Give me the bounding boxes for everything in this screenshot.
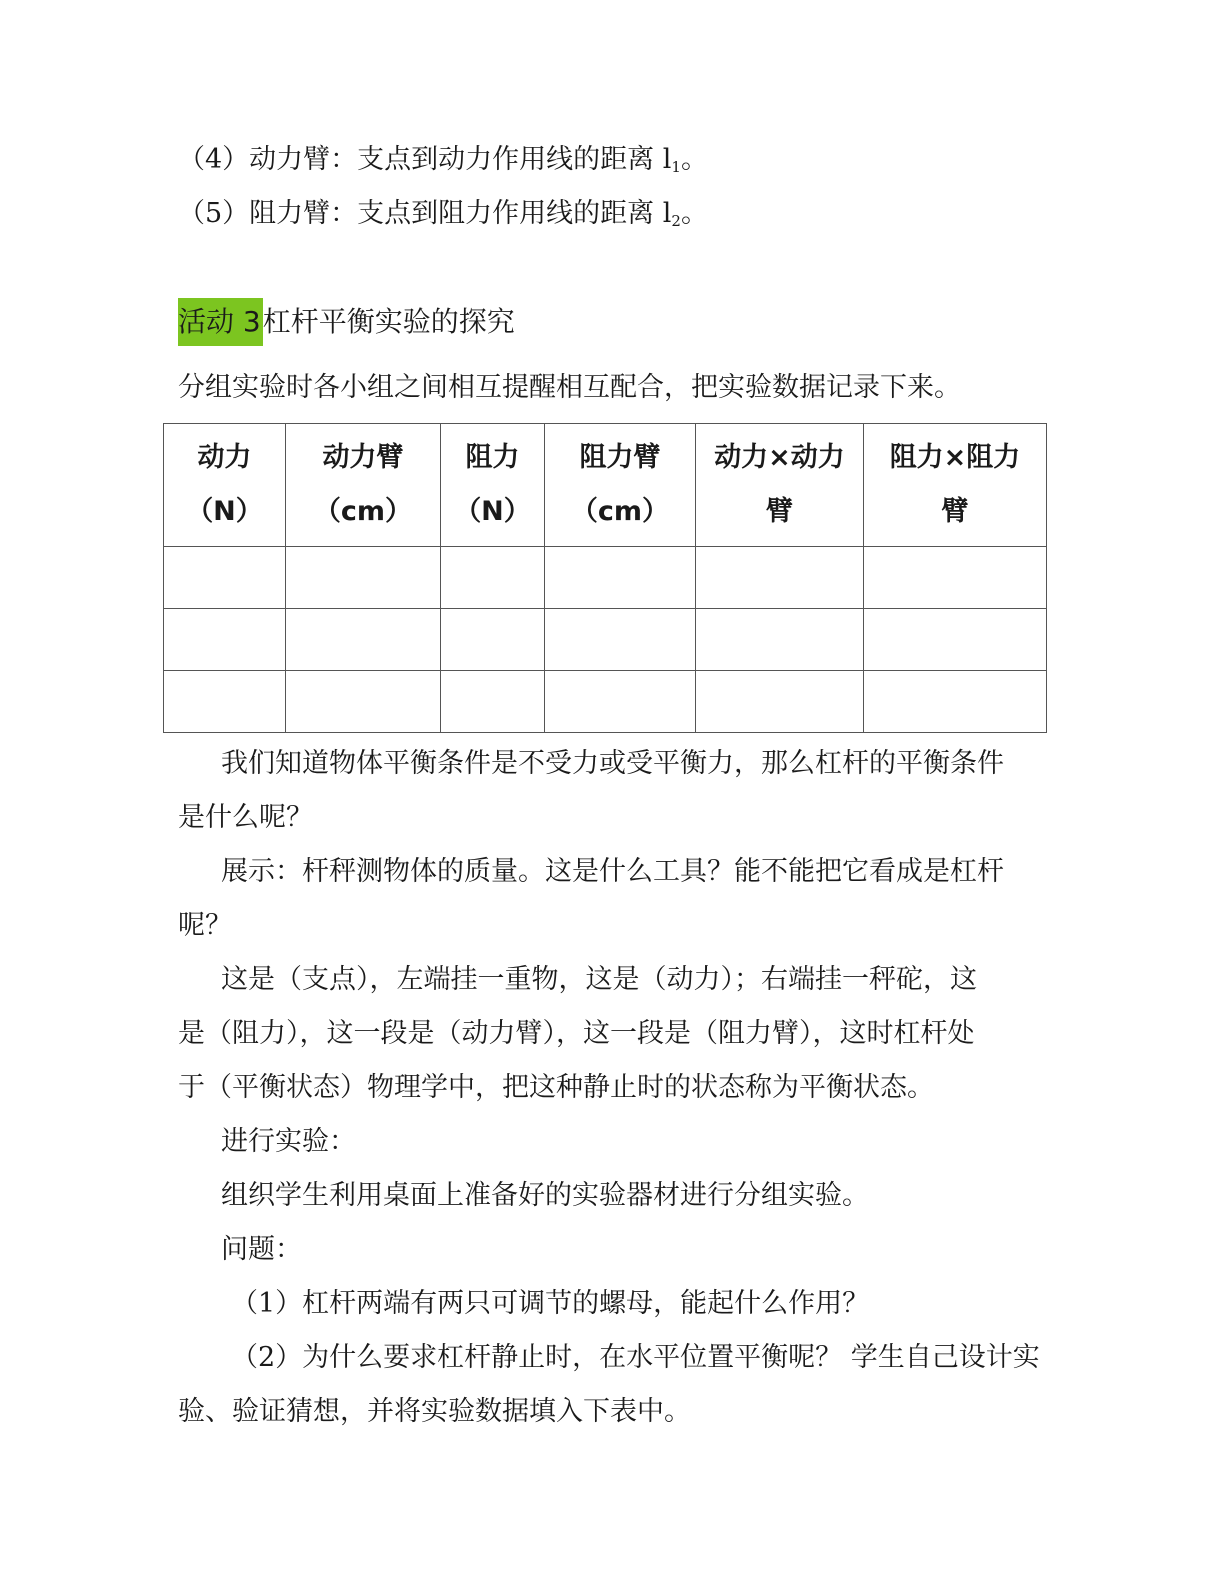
paragraph-line: 验、验证猜想，并将实验数据填入下表中。 <box>178 1396 691 1427</box>
definition-resistance-arm <box>178 196 708 239</box>
table-cell[interactable] <box>164 671 286 733</box>
paragraph-line: 进行实验： <box>221 1126 356 1157</box>
table-row <box>164 671 1047 733</box>
table-cell[interactable] <box>545 547 696 609</box>
paragraph-line: 这是（支点），左端挂一重物，这是（动力）；右端挂一秤砣，这 <box>221 964 977 995</box>
header-cell-resistance-product: 阻力×阻力 臂 <box>864 424 1047 547</box>
definition-text: （4）动力臂：支点到动力作用线的距离 l <box>178 144 672 175</box>
paragraph-line: 组织学生利用桌面上准备好的实验器材进行分组实验。 <box>221 1180 869 1211</box>
header-cell-force: 动力 （N） <box>164 424 286 547</box>
activity-tag: 活动 3 <box>178 298 263 346</box>
header-cell-force-product: 动力×动力 臂 <box>696 424 864 547</box>
table-cell[interactable] <box>864 671 1047 733</box>
activity-heading <box>178 298 515 346</box>
table-header-row <box>164 424 1047 547</box>
table-cell[interactable] <box>164 609 286 671</box>
paragraph-line: 我们知道物体平衡条件是不受力或受平衡力，那么杠杆的平衡条件 <box>221 748 1004 779</box>
intro-text: 分组实验时各小组之间相互提醒相互配合，把实验数据记录下来。 <box>178 372 961 403</box>
table-cell[interactable] <box>864 609 1047 671</box>
paragraph-line: 问题： <box>221 1234 302 1265</box>
definition-suffix: 。 <box>680 144 708 175</box>
table-cell[interactable] <box>864 547 1047 609</box>
header-cell-force-arm: 动力臂 （cm） <box>286 424 441 547</box>
paragraph-line: （1）杠杆两端有两只可调节的螺母，能起什么作用？ <box>231 1288 870 1319</box>
table-cell[interactable] <box>286 547 441 609</box>
table-cell[interactable] <box>286 671 441 733</box>
paragraph-line: 呢？ <box>178 910 232 941</box>
paragraph-line: 是什么呢？ <box>178 802 313 833</box>
table-cell[interactable] <box>545 671 696 733</box>
table-cell[interactable] <box>696 609 864 671</box>
paragraph-line: 于（平衡状态）物理学中，把这种静止时的状态称为平衡状态。 <box>178 1072 934 1103</box>
table-cell[interactable] <box>696 671 864 733</box>
subscript: 2 <box>671 212 681 230</box>
table-row <box>164 609 1047 671</box>
subscript: 1 <box>671 158 681 176</box>
definition-text: （5）阻力臂：支点到阻力作用线的距离 l <box>178 198 672 229</box>
table-cell[interactable] <box>164 547 286 609</box>
table-body <box>164 547 1047 733</box>
table-cell[interactable] <box>696 547 864 609</box>
definition-suffix: 。 <box>680 198 708 229</box>
table-cell[interactable] <box>286 609 441 671</box>
table-cell[interactable] <box>441 609 545 671</box>
header-cell-resistance: 阻力 （N） <box>441 424 545 547</box>
table-cell[interactable] <box>545 609 696 671</box>
paragraph-line: （2）为什么要求杠杆静止时，在水平位置平衡呢？ 学生自己设计实 <box>231 1342 1040 1373</box>
definition-power-arm <box>178 142 708 185</box>
table-row <box>164 547 1047 609</box>
activity-title: 杠杆平衡实验的探究 <box>262 305 515 338</box>
paragraph-line: 展示：杆秤测物体的质量。这是什么工具？能不能把它看成是杠杆 <box>221 856 1004 887</box>
paragraph-line: 是（阻力），这一段是（动力臂），这一段是（阻力臂），这时杠杆处 <box>178 1018 975 1049</box>
table-cell[interactable] <box>441 547 545 609</box>
header-cell-resistance-arm: 阻力臂 （cm） <box>545 424 696 547</box>
table-cell[interactable] <box>441 671 545 733</box>
data-table <box>163 423 1047 733</box>
